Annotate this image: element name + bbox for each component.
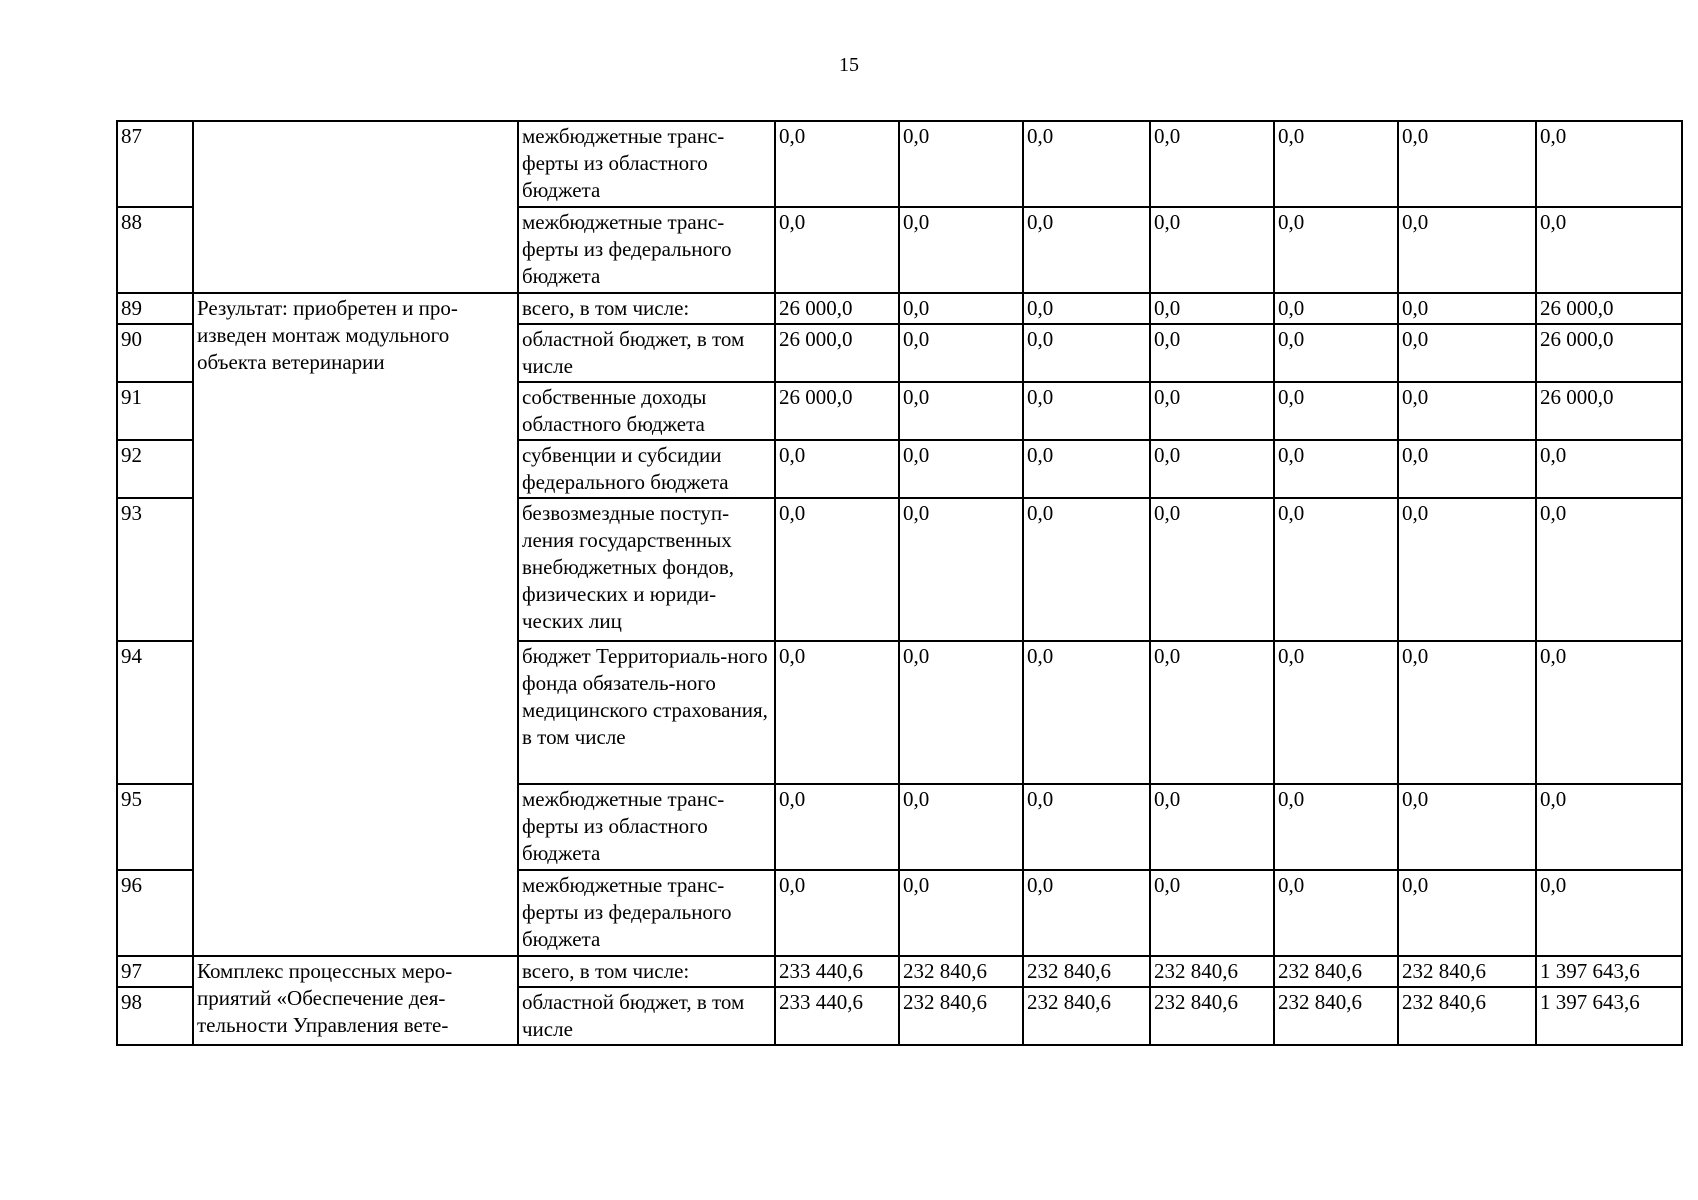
total-value-cell: 0,0 [1536, 784, 1682, 870]
total-value-cell: 1 397 643,6 [1536, 956, 1682, 987]
value-cell: 0,0 [899, 440, 1023, 498]
value-cell: 0,0 [775, 870, 899, 956]
value-cell: 0,0 [899, 293, 1023, 324]
value-cell: 0,0 [1274, 293, 1398, 324]
value-cell: 0,0 [1150, 641, 1274, 784]
row-number: 90 [117, 324, 193, 382]
value-cell: 0,0 [1398, 641, 1536, 784]
row-number: 97 [117, 956, 193, 987]
value-cell: 0,0 [1398, 498, 1536, 641]
table-row [117, 121, 1682, 207]
funding-source-cell: межбюджетные транс-ферты из областного бюджета [518, 121, 775, 207]
value-cell: 233 440,6 [775, 987, 899, 1045]
value-cell: 0,0 [899, 784, 1023, 870]
funding-source-cell: межбюджетные транс-ферты из федерального бюджета [518, 870, 775, 956]
value-cell: 0,0 [1274, 498, 1398, 641]
value-cell: 232 840,6 [899, 956, 1023, 987]
row-number: 87 [117, 121, 193, 207]
value-cell: 0,0 [1398, 207, 1536, 293]
value-cell: 0,0 [899, 324, 1023, 382]
activity-name-cell: Комплекс процессных меро-приятий «Обеспечение дея-тельности Управления вете- [193, 956, 518, 1045]
value-cell: 0,0 [899, 870, 1023, 956]
value-cell: 0,0 [1274, 324, 1398, 382]
value-cell: 0,0 [775, 498, 899, 641]
value-cell: 0,0 [1274, 207, 1398, 293]
row-number: 98 [117, 987, 193, 1045]
funding-source-cell: безвозмездные поступ-ления государственных внебюджетных фондов, физических и юриди-ческих лиц [518, 498, 775, 641]
total-value-cell: 0,0 [1536, 207, 1682, 293]
value-cell: 0,0 [1398, 382, 1536, 440]
value-cell: 232 840,6 [899, 987, 1023, 1045]
value-cell: 0,0 [1023, 784, 1150, 870]
row-number: 92 [117, 440, 193, 498]
value-cell: 26 000,0 [775, 293, 899, 324]
table-row [117, 956, 1682, 987]
value-cell: 0,0 [1150, 440, 1274, 498]
row-number: 93 [117, 498, 193, 641]
funding-source-cell: всего, в том числе: [518, 293, 775, 324]
value-cell: 0,0 [1023, 440, 1150, 498]
funding-source-cell: областной бюджет, в том числе [518, 987, 775, 1045]
total-value-cell: 0,0 [1536, 870, 1682, 956]
page-number: 15 [839, 54, 859, 76]
value-cell: 0,0 [1150, 293, 1274, 324]
value-cell: 232 840,6 [1150, 987, 1274, 1045]
value-cell: 0,0 [1398, 293, 1536, 324]
value-cell: 0,0 [1274, 870, 1398, 956]
row-number: 88 [117, 207, 193, 293]
total-value-cell: 0,0 [1536, 498, 1682, 641]
value-cell: 0,0 [1150, 870, 1274, 956]
funding-source-cell: всего, в том числе: [518, 956, 775, 987]
value-cell: 232 840,6 [1023, 956, 1150, 987]
value-cell: 0,0 [1398, 324, 1536, 382]
value-cell: 0,0 [1023, 498, 1150, 641]
value-cell: 0,0 [775, 784, 899, 870]
value-cell: 232 840,6 [1150, 956, 1274, 987]
value-cell: 0,0 [775, 121, 899, 207]
value-cell: 0,0 [1150, 121, 1274, 207]
value-cell: 0,0 [899, 121, 1023, 207]
funding-source-cell: бюджет Территориаль-ного фонда обязатель-ного медицинского страхования, в том числе [518, 641, 775, 784]
value-cell: 0,0 [1398, 440, 1536, 498]
value-cell: 0,0 [1398, 784, 1536, 870]
value-cell: 0,0 [775, 641, 899, 784]
value-cell: 0,0 [1023, 324, 1150, 382]
value-cell: 232 840,6 [1398, 956, 1536, 987]
activity-name-cell [193, 121, 518, 293]
total-value-cell: 1 397 643,6 [1536, 987, 1682, 1045]
value-cell: 0,0 [1150, 382, 1274, 440]
value-cell: 0,0 [1150, 324, 1274, 382]
row-number: 95 [117, 784, 193, 870]
budget-table [116, 120, 1683, 1046]
value-cell: 0,0 [899, 382, 1023, 440]
table-row [117, 293, 1682, 324]
total-value-cell: 26 000,0 [1536, 382, 1682, 440]
total-value-cell: 0,0 [1536, 121, 1682, 207]
value-cell: 0,0 [899, 498, 1023, 641]
value-cell: 232 840,6 [1274, 956, 1398, 987]
row-number: 91 [117, 382, 193, 440]
total-value-cell: 0,0 [1536, 440, 1682, 498]
total-value-cell: 26 000,0 [1536, 293, 1682, 324]
value-cell: 0,0 [1274, 382, 1398, 440]
funding-source-cell: субвенции и субсидии федерального бюджета [518, 440, 775, 498]
row-number: 89 [117, 293, 193, 324]
value-cell: 0,0 [775, 440, 899, 498]
total-value-cell: 26 000,0 [1536, 324, 1682, 382]
value-cell: 0,0 [1398, 121, 1536, 207]
value-cell: 0,0 [1150, 784, 1274, 870]
value-cell: 0,0 [1274, 440, 1398, 498]
value-cell: 232 840,6 [1274, 987, 1398, 1045]
value-cell: 232 840,6 [1023, 987, 1150, 1045]
value-cell: 0,0 [1023, 207, 1150, 293]
value-cell: 0,0 [1274, 641, 1398, 784]
value-cell: 0,0 [899, 641, 1023, 784]
value-cell: 0,0 [1023, 382, 1150, 440]
funding-source-cell: областной бюджет, в том числе [518, 324, 775, 382]
value-cell: 0,0 [1023, 870, 1150, 956]
row-number: 94 [117, 641, 193, 784]
value-cell: 0,0 [1023, 293, 1150, 324]
value-cell: 0,0 [1150, 498, 1274, 641]
value-cell: 26 000,0 [775, 382, 899, 440]
activity-name-cell: Результат: приобретен и про-изведен монтаж модульного объекта ветеринарии [193, 293, 518, 956]
funding-source-cell: межбюджетные транс-ферты из федерального бюджета [518, 207, 775, 293]
value-cell: 0,0 [1023, 121, 1150, 207]
funding-source-cell: межбюджетные транс-ферты из областного бюджета [518, 784, 775, 870]
total-value-cell: 0,0 [1536, 641, 1682, 784]
value-cell: 232 840,6 [1398, 987, 1536, 1045]
funding-source-cell: собственные доходы областного бюджета [518, 382, 775, 440]
value-cell: 0,0 [1274, 121, 1398, 207]
value-cell: 0,0 [1398, 870, 1536, 956]
value-cell: 0,0 [1150, 207, 1274, 293]
value-cell: 0,0 [1274, 784, 1398, 870]
value-cell: 233 440,6 [775, 956, 899, 987]
row-number: 96 [117, 870, 193, 956]
value-cell: 26 000,0 [775, 324, 899, 382]
value-cell: 0,0 [899, 207, 1023, 293]
value-cell: 0,0 [775, 207, 899, 293]
value-cell: 0,0 [1023, 641, 1150, 784]
